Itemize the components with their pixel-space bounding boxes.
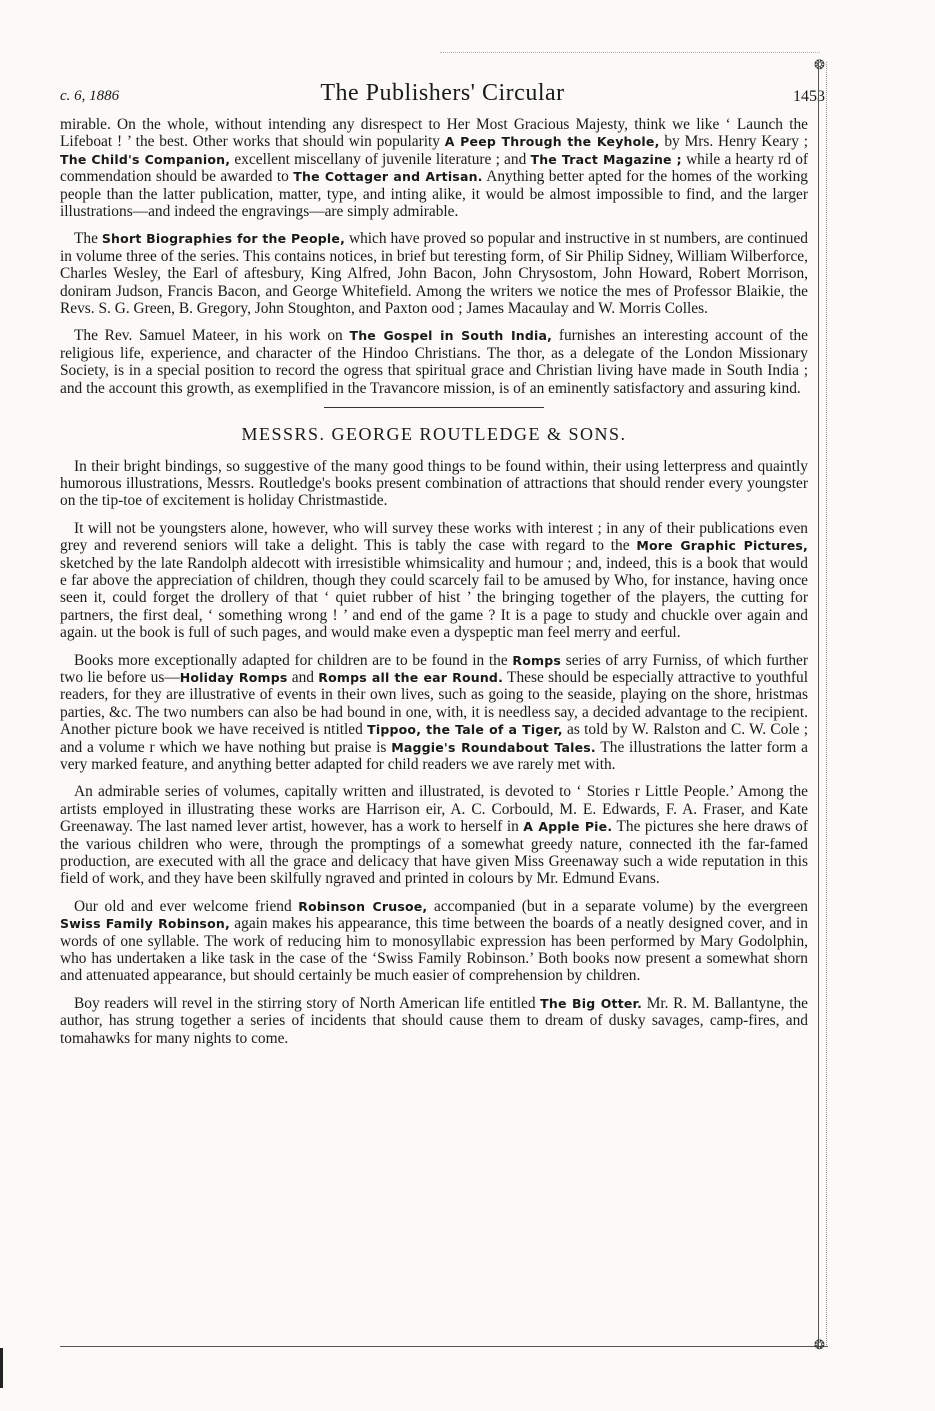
text: excellent miscellany of juvenile literature ; and — [230, 150, 531, 168]
text: by Mrs. Henry Keary ; — [659, 133, 808, 151]
left-edge-mark — [0, 1348, 17, 1388]
header-date: c. 6, 1886 — [60, 88, 120, 104]
text: Boy readers will revel in the stirring story of North American life entitled — [74, 994, 541, 1012]
text: which have proved so popular and instructive in st numbers, are continued in volume three of the series. This contains notices, in brief but teresting form, of Sir Philip Sidney, William Wilberforce, Charles Wesley, the Earl of aftesbury, King Alfred, John Bacon, John Chrysostom, John Howard, Robert Morrison, doniram Judson, Francis Bacon, and George Whitefield. Among the writers we notice the mes of Professor Blaikie, the Revs. S. G. Green, B. Gregory, John Stoughton, and Paxton ood ; James Macaulay and W. Morris Colles. — [60, 230, 808, 318]
text: and — [287, 668, 319, 686]
paragraph-4 — [60, 458, 808, 510]
text: In their bright bindings, so suggestive of the many good things to be found within, their using letterpress and quaintly humorous illustrations, Messrs. Routledge's books present combination of attractions that should render every youngster on the tip-toe of excitement is holiday Christmastide. — [60, 457, 808, 510]
text: mirable. On the whole, without intending any disrespect to Her Most Gracious Majesty, think we like ‘ Launch the Lifeboat ! ’ the best. Other works that should win popularity — [60, 116, 808, 151]
text: The Rev. Samuel Mateer, in his work on — [74, 327, 350, 345]
header-title: The Publishers' Circular — [320, 80, 565, 106]
top-edge-mark — [440, 52, 820, 61]
ornament-top-icon: ❂ — [814, 58, 825, 73]
text: The — [74, 230, 102, 248]
text: series of arry Furniss, of which further two lie before us— — [60, 651, 809, 686]
title-maggies-roundabout-tales: Maggie's Roundabout Tales. — [391, 739, 596, 755]
page-header — [60, 70, 825, 110]
paragraph-3 — [60, 327, 808, 397]
title-tippoo: Tippoo, the Tale of a Tiger, — [367, 722, 563, 738]
paragraph-8 — [60, 898, 808, 985]
bottom-rule — [60, 1346, 828, 1347]
title-childs-companion: The Child's Companion, — [60, 151, 231, 167]
title-gospel-in-south-india: The Gospel in South India, — [349, 328, 553, 344]
title-romps-all-the-year-round: Romps all the ear Round. — [318, 669, 504, 685]
paragraph-7 — [60, 783, 808, 887]
text: These should be especially attractive to youthful readers, for they are illustrative of events in their own lives, such as going to the seaside, playing on the shore, hristmas parties, &c. The two numbers can also be had bound in one, with, it is needless say, a decided advantage to the recipient. Another picture book we have received is ntitled — [60, 668, 808, 739]
text: Books more exceptionally adapted for children are to be found in the — [74, 651, 513, 669]
section-heading: MESSRS. GEORGE ROUTLEDGE & SONS. — [241, 424, 627, 445]
paragraph-9 — [60, 995, 808, 1047]
title-a-peep-through-the-keyhole: A Peep Through the Keyhole, — [444, 134, 660, 150]
text: An admirable series of volumes, capitally written and illustrated, is devoted to ‘ Stories r Little People.’ Among the artists employed in illustrating these works are Harrison eir, A. C. Corbould, M. E. Edwards, F. A. Fraser, and Kate Greenaway. The last named lever artist, however, has a work to herself in — [60, 783, 808, 836]
paragraph-1 — [60, 116, 808, 220]
text: accompanied (but in a separate volume) by the evergreen — [427, 897, 808, 915]
title-swiss-family-robinson: Swiss Family Robinson, — [60, 916, 230, 932]
text: as told by W. Ralston and C. W. Cole ; and a volume r which we have nothing but praise is — [60, 721, 809, 756]
text: furnishes an interesting account of the religious life, experience, and character of the Hindoo Christians. The thor, as a delegate of the London Missionary Society, is in a special position to record the ogress that spiritual grace and Christian living have made in South India ; and the account this growth, as exemplified in the Travancore mission, is of an eminently satisfactory and assuring kind. — [60, 327, 808, 397]
text: Anything better apted for the homes of the working people than the latter publication, matter, type, and inting alike, it would be almost impossible to find, and the larger illustrations—and indeed the engravings—are simply admirable. — [60, 168, 808, 221]
paragraph-2 — [60, 230, 808, 317]
text: while a hearty rd of commendation should be awarded to — [60, 150, 809, 186]
title-romps: Romps — [512, 652, 562, 668]
paragraph-6 — [60, 652, 808, 774]
text: It will not be youngsters alone, however, who will survey these works with interest ; in any of their publications even grey and reverend seniors will take a delight. This is tably the case with regard to the — [60, 519, 808, 555]
text: Mr. R. M. Ballantyne, the author, has strung together a series of incidents that should cause them to dream of dusky savages, camp-fires, and tomahawks for many nights to come. — [60, 994, 809, 1047]
text: Our old and ever welcome friend — [74, 897, 299, 915]
title-robinson-crusoe: Robinson Crusoe, — [298, 898, 428, 914]
title-short-biographies: Short Biographies for the People, — [101, 231, 346, 247]
title-holiday-romps: Holiday Romps — [179, 669, 288, 685]
paragraph-5 — [60, 520, 808, 642]
title-tract-magazine: The Tract Magazine ; — [530, 151, 682, 167]
title-cottager-and-artisan: The Cottager and Artisan. — [293, 169, 483, 185]
section-divider — [324, 407, 544, 408]
text: again makes his appearance, this time between the boards of a neatly designed cover, and in words of one syllable. The work of reducing him to monosyllabic expression has been performed by Mary Godolphin, who has undertaken a like task in the case of the ‘Swiss Family Robinson.’ Both books now present a somewhat shorn and attenuated appearance, but should certainly be much easier of comprehension by children. — [60, 915, 809, 985]
header-page-number: 1453 — [793, 88, 825, 105]
right-margin-rule — [818, 62, 819, 1347]
ornament-bottom-icon: ❂ — [814, 1338, 825, 1353]
title-the-big-otter: The Big Otter. — [540, 995, 643, 1011]
title-more-graphic-pictures: More Graphic Pictures, — [636, 538, 809, 554]
text: sketched by the late Randolph aldecott with irresistible whimsicality and humour ; and, indeed, this is a book that would e far above the appreciation of children, though they could scarcely fail to be amused by Who, for instance, having once seen it, could forget the drollery of that ‘ quiet rubber of hist ’ the bringing together of the players, the cutting for partners, the first deal, ‘ something wrong ! ’ and end of the game ? It is a page to study and chuckle over again and again. ut the book is full of such pages, and would make even a dyspeptic man feel merry and eerful. — [60, 554, 808, 642]
right-margin-dotted-rule — [826, 62, 827, 1347]
text: The pictures she here draws of the various children who were, through the promptings of a somewhat greedy nature, connected ith the far-famed production, are executed with all the grace and delicacy that have given Miss Greenaway such a wide reputation in this field of work, and they have been skilfully ngraved and printed in colours by Mr. Edmund Evans. — [60, 818, 808, 888]
title-a-apple-pie: A Apple Pie. — [523, 819, 613, 835]
text: The illustrations the latter form a very marked feature, and anything better adapted for child readers we ave rarely met with. — [60, 738, 808, 773]
text-column — [60, 116, 808, 1057]
